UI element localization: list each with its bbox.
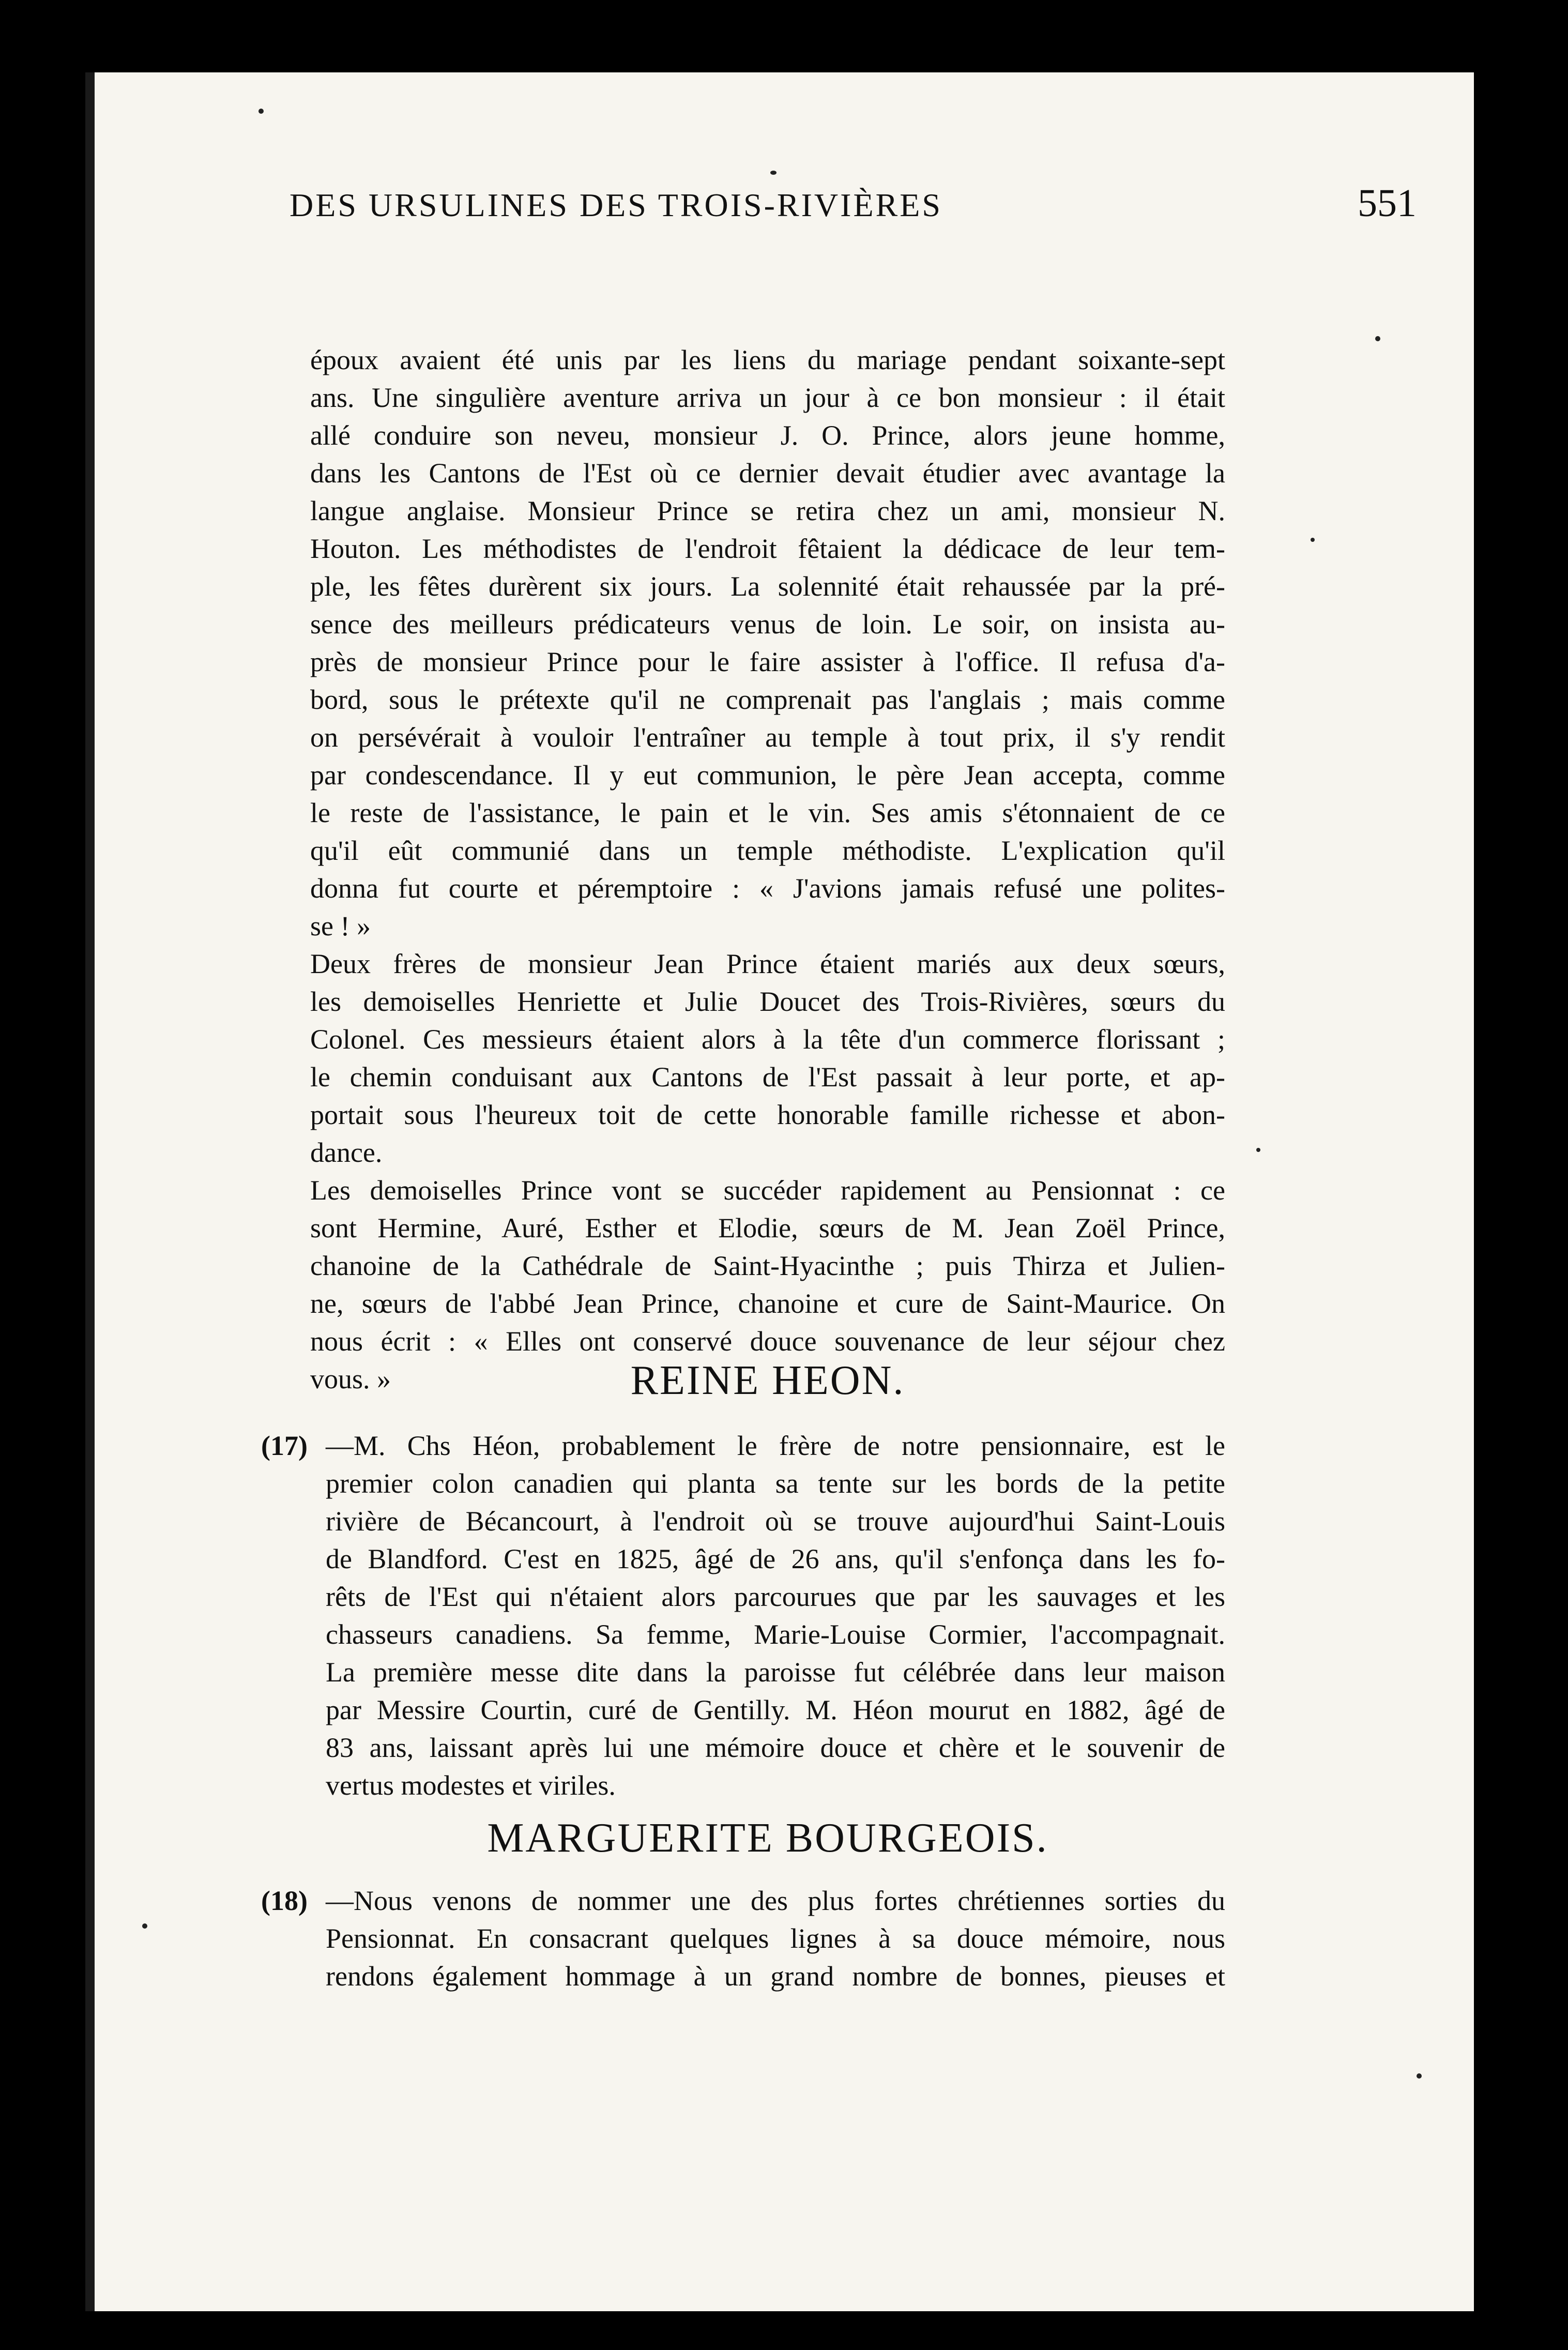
text-line: on persévérait à vouloir l'entraîner au temple à tout prix, il s'y rendit (310, 722, 1225, 753)
text-line: langue anglaise. Monsieur Prince se retira chez un ami, monsieur N. (310, 495, 1225, 526)
text-line: rêts de l'Est qui n'étaient alors parcourues que par les sauvages et les (326, 1581, 1225, 1612)
speck (258, 109, 264, 114)
text-line: donna fut courte et péremptoire : « J'avions jamais refusé une polites- (310, 873, 1225, 904)
text-line: portait sous l'heureux toit de cette honorable famille richesse et abon- (310, 1099, 1225, 1130)
text-line: le chemin conduisant aux Cantons de l'Est passait à leur porte, et ap- (310, 1062, 1225, 1093)
text-line: —M. Chs Héon, probablement le frère de notre pensionnaire, est le (326, 1430, 1225, 1461)
text-line: Les demoiselles Prince vont se succéder rapidement au Pensionnat : ce (310, 1175, 1225, 1206)
text-line: par condescendance. Il y eut communion, le père Jean accepta, comme (310, 760, 1225, 791)
note-text (326, 1427, 1225, 1805)
text-line: sence des meilleurs prédicateurs venus de loin. Le soir, on insista au- (310, 609, 1225, 640)
running-header (290, 181, 1417, 243)
text-line: ne, sœurs de l'abbé Jean Prince, chanoine et cure de Saint-Maurice. On (310, 1288, 1225, 1319)
text-line: rivière de Bécancourt, à l'endroit où se trouve aujourd'hui Saint-Louis (326, 1506, 1225, 1537)
speck (770, 171, 777, 175)
text-line: se ! » (310, 911, 371, 942)
text-line: premier colon canadien qui planta sa tente sur les bords de la petite (326, 1468, 1225, 1499)
running-title: DES URSULINES DES TROIS-RIVIÈRES (290, 187, 942, 223)
text-line: bord, sous le prétexte qu'il ne comprenait pas l'anglais ; mais comme (310, 684, 1225, 715)
text-line: vertus modestes et viriles. (326, 1770, 616, 1801)
text-line: Pensionnat. En consacrant quelques lignes à sa douce mémoire, nous (326, 1923, 1225, 1954)
text-line: dance. (310, 1137, 383, 1168)
body-text (310, 341, 1225, 1398)
text-line: Houton. Les méthodistes de l'endroit fêtaient la dédicace de leur tem- (310, 533, 1225, 564)
text-line: qu'il eût communié dans un temple méthodiste. L'explication qu'il (310, 835, 1225, 866)
section-heading: MARGUERITE BOURGEOIS. (487, 1815, 1048, 1861)
text-line: époux avaient été unis par les liens du mariage pendant soixante-sept (310, 344, 1225, 375)
text-line: —Nous venons de nommer une des plus fortes chrétiennes sorties du (326, 1885, 1225, 1916)
note-number: (18) (261, 1885, 308, 1916)
note-text (326, 1882, 1225, 1995)
text-line: chanoine de la Cathédrale de Saint-Hyacinthe ; puis Thirza et Julien- (310, 1250, 1225, 1281)
text-line: les demoiselles Henriette et Julie Doucet des Trois-Rivières, sœurs du (310, 986, 1225, 1017)
text-line: ans. Une singulière aventure arriva un jour à ce bon monsieur : il était (310, 382, 1225, 413)
speck (142, 1923, 147, 1929)
text-line: rendons également hommage à un grand nombre de bonnes, pieuses et (326, 1961, 1225, 1992)
text-line: par Messire Courtin, curé de Gentilly. M. Héon mourut en 1882, âgé de (326, 1694, 1225, 1725)
speck (1311, 538, 1315, 542)
text-line: Colonel. Ces messieurs étaient alors à la tête d'un commerce florissant ; (310, 1024, 1225, 1055)
text-line: près de monsieur Prince pour le faire assister à l'office. Il refusa d'a- (310, 646, 1225, 677)
text-line: allé conduire son neveu, monsieur J. O. Prince, alors jeune homme, (310, 420, 1225, 451)
text-line: dans les Cantons de l'Est où ce dernier devait étudier avec avantage la (310, 458, 1225, 489)
text-line: nous écrit : « Elles ont conservé douce souvenance de leur séjour chez (310, 1326, 1225, 1357)
note-number: (17) (261, 1430, 308, 1461)
speck (1256, 1148, 1260, 1152)
text-line: ple, les fêtes durèrent six jours. La solennité était rehaussée par la pré- (310, 571, 1225, 602)
speck (1417, 2073, 1422, 2079)
text-line: de Blandford. C'est en 1825, âgé de 26 ans, qu'il s'enfonça dans les fo- (326, 1543, 1225, 1574)
text-line: sont Hermine, Auré, Esther et Elodie, sœurs de M. Jean Zoël Prince, (310, 1212, 1225, 1244)
page-number: 551 (1358, 181, 1417, 225)
text-line: Deux frères de monsieur Jean Prince étaient mariés aux deux sœurs, (310, 948, 1225, 979)
text-line: 83 ans, laissant après lui une mémoire douce et chère et le souvenir de (326, 1732, 1225, 1763)
section-heading: REINE HEON. (630, 1358, 905, 1403)
text-line: La première messe dite dans la paroisse fut célébrée dans leur maison (326, 1657, 1225, 1688)
speck (1375, 336, 1380, 341)
text-line: chasseurs canadiens. Sa femme, Marie-Louise Cormier, l'accompagnait. (326, 1619, 1225, 1650)
text-line: le reste de l'assistance, le pain et le vin. Ses amis s'étonnaient de ce (310, 797, 1225, 828)
text-line: vous. » (310, 1363, 391, 1394)
